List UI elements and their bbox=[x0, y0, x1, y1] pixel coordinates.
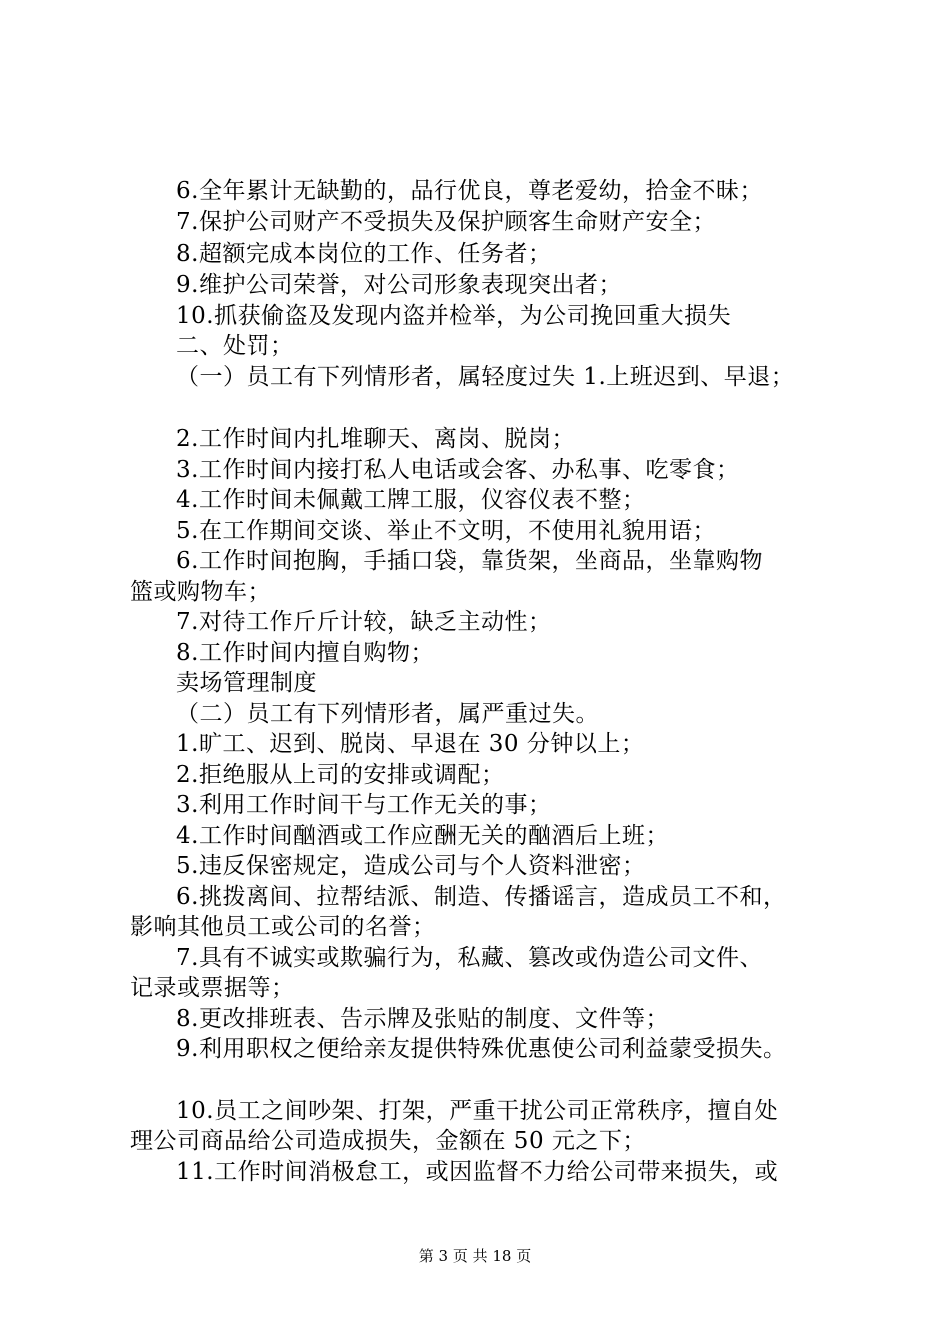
text-line: 3.工作时间内接打私人电话或会客、办私事、吃零食； bbox=[176, 457, 740, 483]
text-line: 4.工作时间未佩戴工牌工服，仪容仪表不整； bbox=[176, 487, 646, 513]
text-line: 3.利用工作时间干与工作无关的事； bbox=[176, 792, 552, 818]
text-line: 卖场管理制度 bbox=[176, 670, 317, 696]
page-footer: 第 3 页 共 18 页 bbox=[418, 1247, 532, 1265]
text-line: （二）员工有下列情形者，属严重过失。 bbox=[176, 701, 599, 727]
text-line: 9.维护公司荣誉，对公司形象表现突出者； bbox=[176, 272, 622, 298]
text-line: （一）员工有下列情形者，属轻度过失 1.上班迟到、早退； bbox=[176, 364, 795, 390]
text-line: 11.工作时间消极怠工，或因监督不力给公司带来损失，或 bbox=[176, 1159, 779, 1185]
text-line: 7.对待工作斤斤计较，缺乏主动性； bbox=[176, 609, 552, 635]
text-line: 影响其他员工或公司的名誉； bbox=[130, 914, 436, 940]
text-line: 8.更改排班表、告示牌及张贴的制度、文件等； bbox=[176, 1006, 669, 1032]
text-line: 1.旷工、迟到、脱岗、早退在 30 分钟以上； bbox=[176, 731, 645, 757]
text-line: 10.抓获偷盗及发现内盗并检举，为公司挽回重大损失 bbox=[176, 303, 732, 329]
text-line: 理公司商品给公司造成损失，金额在 50 元之下； bbox=[130, 1128, 646, 1154]
text-line: 记录或票据等； bbox=[130, 975, 295, 1001]
text-line: 8.超额完成本岗位的工作、任务者； bbox=[176, 241, 552, 267]
section-heading: 二、处罚； bbox=[176, 333, 294, 359]
text-line: 5.违反保密规定，造成公司与个人资料泄密； bbox=[176, 853, 646, 879]
text-line: 7.具有不诚实或欺骗行为，私藏、篡改或伪造公司文件、 bbox=[176, 945, 763, 971]
text-line: 10.员工之间吵架、打架，严重干扰公司正常秩序，擅自处 bbox=[176, 1098, 779, 1124]
text-line: 2.工作时间内扎堆聊天、离岗、脱岗； bbox=[176, 426, 575, 452]
text-line: 6.工作时间抱胸，手插口袋，靠货架，坐商品，坐靠购物 bbox=[176, 548, 763, 574]
text-line: 9.利用职权之便给亲友提供特殊优惠使公司利益蒙受损失。 bbox=[176, 1036, 787, 1062]
text-line: 7.保护公司财产不受损失及保护顾客生命财产安全； bbox=[176, 209, 716, 235]
text-line: 5.在工作期间交谈、举止不文明，不使用礼貌用语； bbox=[176, 518, 716, 544]
text-line: 2.拒绝服从上司的安排或调配； bbox=[176, 762, 505, 788]
text-line: 篮或购物车； bbox=[130, 579, 271, 605]
text-line: 6.全年累计无缺勤的，品行优良，尊老爱幼，拾金不昧； bbox=[176, 178, 763, 204]
text-line: 6.挑拨离间、拉帮结派、制造、传播谣言，造成员工不和， bbox=[176, 884, 787, 910]
text-line: 4.工作时间酗酒或工作应酬无关的酗酒后上班； bbox=[176, 823, 669, 849]
text-line: 8.工作时间内擅自购物； bbox=[176, 640, 434, 666]
